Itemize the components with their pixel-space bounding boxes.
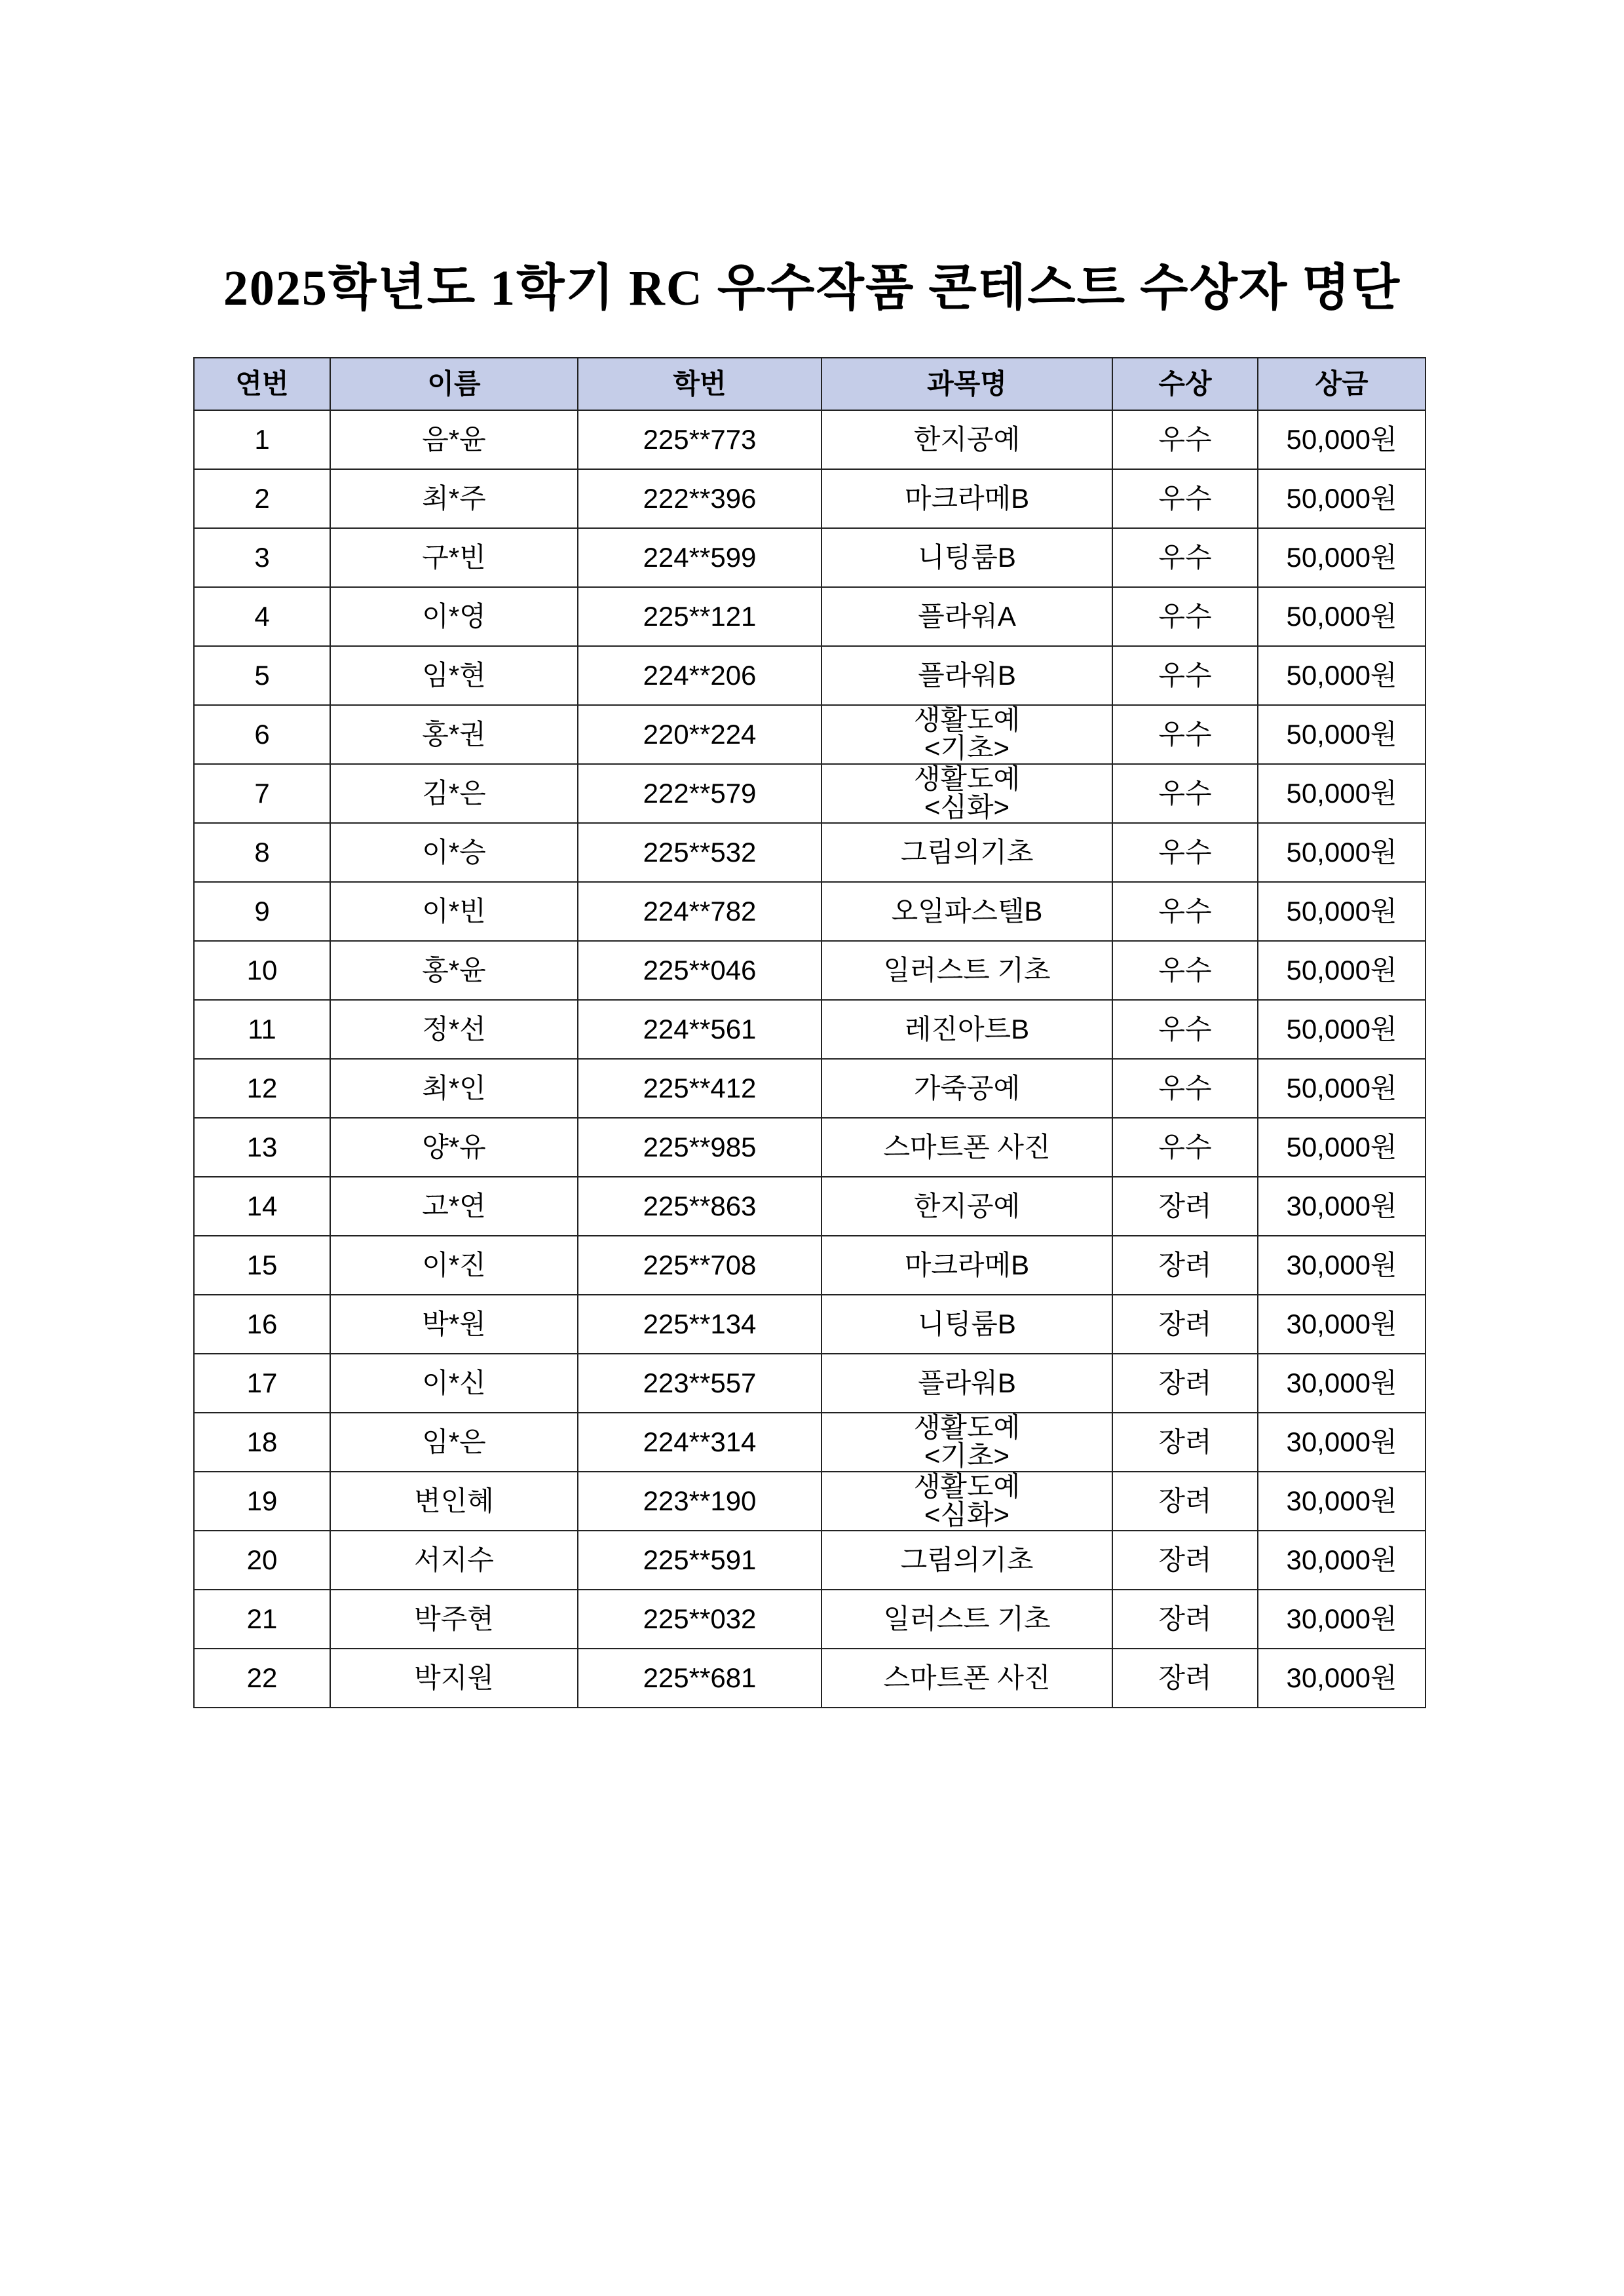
cell-prize: 50,000원: [1258, 1118, 1426, 1177]
table-row: [194, 1236, 1426, 1295]
table-row: [194, 1118, 1426, 1177]
cell-subject: 플라워B: [821, 646, 1112, 705]
cell-prize: 30,000원: [1258, 1531, 1426, 1590]
cell-award: 우수: [1112, 823, 1258, 882]
cell-subject-line2: <기초>: [924, 1440, 1010, 1471]
cell-subject: 그림의기초: [821, 1531, 1112, 1590]
cell-sid: 225**412: [578, 1059, 821, 1118]
cell-subject-line1: 생활도예: [913, 763, 1021, 795]
cell-subject-line2: <기초>: [924, 733, 1010, 763]
cell-sid: 225**046: [578, 941, 821, 1000]
cell-name: 이*승: [330, 823, 578, 882]
table-row: [194, 646, 1426, 705]
cell-award: 우수: [1112, 882, 1258, 941]
column-header-no: 연번: [194, 358, 330, 410]
cell-award: 우수: [1112, 528, 1258, 587]
cell-sid: 225**708: [578, 1236, 821, 1295]
cell-subject: [821, 1472, 1112, 1531]
cell-no: 21: [194, 1590, 330, 1649]
cell-subject: 플라워B: [821, 1354, 1112, 1413]
cell-sid: 222**579: [578, 764, 821, 823]
cell-no: 17: [194, 1354, 330, 1413]
cell-name: 음*윤: [330, 410, 578, 469]
cell-sid: 225**985: [578, 1118, 821, 1177]
cell-sid: 225**134: [578, 1295, 821, 1354]
table-row: [194, 469, 1426, 528]
cell-subject-line1: 생활도예: [913, 704, 1021, 736]
cell-award: 장려: [1112, 1649, 1258, 1708]
cell-prize: 50,000원: [1258, 705, 1426, 764]
cell-no: 7: [194, 764, 330, 823]
cell-no: 8: [194, 823, 330, 882]
table-row: [194, 1531, 1426, 1590]
table-header: [194, 358, 1426, 410]
cell-name: 박지원: [330, 1649, 578, 1708]
cell-name: 최*주: [330, 469, 578, 528]
cell-name: 양*유: [330, 1118, 578, 1177]
cell-sid: 225**121: [578, 587, 821, 646]
cell-prize: 30,000원: [1258, 1236, 1426, 1295]
table-row: [194, 1177, 1426, 1236]
cell-award: 우수: [1112, 941, 1258, 1000]
cell-no: 2: [194, 469, 330, 528]
cell-name: 박*원: [330, 1295, 578, 1354]
cell-subject: [821, 1413, 1112, 1472]
cell-name: 이*영: [330, 587, 578, 646]
cell-name: 서지수: [330, 1531, 578, 1590]
cell-name: 구*빈: [330, 528, 578, 587]
cell-no: 13: [194, 1118, 330, 1177]
cell-no: 15: [194, 1236, 330, 1295]
table-row: [194, 587, 1426, 646]
cell-prize: 30,000원: [1258, 1472, 1426, 1531]
cell-sid: 225**532: [578, 823, 821, 882]
cell-prize: 30,000원: [1258, 1649, 1426, 1708]
cell-award: 우수: [1112, 469, 1258, 528]
cell-sid: 225**032: [578, 1590, 821, 1649]
cell-sid: 225**863: [578, 1177, 821, 1236]
cell-sid: 222**396: [578, 469, 821, 528]
cell-prize: 50,000원: [1258, 646, 1426, 705]
cell-award: 우수: [1112, 1000, 1258, 1059]
table-row: [194, 410, 1426, 469]
cell-award: 우수: [1112, 764, 1258, 823]
table-row: [194, 1059, 1426, 1118]
cell-prize: 50,000원: [1258, 1000, 1426, 1059]
cell-prize: 50,000원: [1258, 587, 1426, 646]
cell-no: 18: [194, 1413, 330, 1472]
cell-subject-line2: <심화>: [924, 792, 1010, 822]
cell-name: 정*선: [330, 1000, 578, 1059]
cell-award: 장려: [1112, 1472, 1258, 1531]
cell-award: 우수: [1112, 410, 1258, 469]
award-table: [193, 357, 1426, 1708]
award-table-container: [193, 357, 1425, 1708]
table-row: [194, 1649, 1426, 1708]
cell-prize: 30,000원: [1258, 1177, 1426, 1236]
cell-subject: 한지공예: [821, 1177, 1112, 1236]
table-row: [194, 1413, 1426, 1472]
table-body: [194, 410, 1426, 1708]
cell-subject: [821, 705, 1112, 764]
cell-sid: 225**773: [578, 410, 821, 469]
cell-award: 장려: [1112, 1295, 1258, 1354]
cell-subject-line1: 생활도예: [913, 1471, 1021, 1502]
cell-name: 임*은: [330, 1413, 578, 1472]
table-row: [194, 823, 1426, 882]
table-header-row: [194, 358, 1426, 410]
cell-name: 고*연: [330, 1177, 578, 1236]
cell-prize: 30,000원: [1258, 1413, 1426, 1472]
cell-prize: 50,000원: [1258, 469, 1426, 528]
cell-name: 이*진: [330, 1236, 578, 1295]
cell-subject-line1: 생활도예: [913, 1412, 1021, 1444]
cell-no: 12: [194, 1059, 330, 1118]
column-header-name: 이름: [330, 358, 578, 410]
table-row: [194, 1590, 1426, 1649]
cell-prize: 30,000원: [1258, 1295, 1426, 1354]
cell-prize: 50,000원: [1258, 1059, 1426, 1118]
cell-no: 22: [194, 1649, 330, 1708]
cell-sid: 224**561: [578, 1000, 821, 1059]
cell-subject: 가죽공예: [821, 1059, 1112, 1118]
cell-no: 5: [194, 646, 330, 705]
cell-sid: 225**591: [578, 1531, 821, 1590]
cell-name: 김*은: [330, 764, 578, 823]
cell-no: 1: [194, 410, 330, 469]
cell-subject: 스마트폰 사진: [821, 1118, 1112, 1177]
cell-name: 최*인: [330, 1059, 578, 1118]
column-header-prize: 상금: [1258, 358, 1426, 410]
table-row: [194, 528, 1426, 587]
cell-subject: 마크라메B: [821, 1236, 1112, 1295]
cell-subject: 일러스트 기초: [821, 941, 1112, 1000]
cell-subject: 마크라메B: [821, 469, 1112, 528]
cell-award: 장려: [1112, 1531, 1258, 1590]
cell-name: 홍*권: [330, 705, 578, 764]
cell-prize: 50,000원: [1258, 764, 1426, 823]
cell-name: 홍*윤: [330, 941, 578, 1000]
cell-no: 14: [194, 1177, 330, 1236]
cell-prize: 50,000원: [1258, 528, 1426, 587]
cell-award: 우수: [1112, 705, 1258, 764]
cell-no: 6: [194, 705, 330, 764]
cell-no: 19: [194, 1472, 330, 1531]
cell-no: 11: [194, 1000, 330, 1059]
table-row: [194, 705, 1426, 764]
cell-sid: 224**782: [578, 882, 821, 941]
cell-no: 9: [194, 882, 330, 941]
cell-name: 변인혜: [330, 1472, 578, 1531]
cell-prize: 30,000원: [1258, 1590, 1426, 1649]
cell-subject: 한지공예: [821, 410, 1112, 469]
table-row: [194, 1295, 1426, 1354]
cell-no: 16: [194, 1295, 330, 1354]
cell-sid: 223**557: [578, 1354, 821, 1413]
cell-award: 우수: [1112, 1118, 1258, 1177]
cell-subject: 니팅룸B: [821, 528, 1112, 587]
cell-sid: 220**224: [578, 705, 821, 764]
cell-prize: 50,000원: [1258, 823, 1426, 882]
cell-award: 장려: [1112, 1354, 1258, 1413]
table-row: [194, 764, 1426, 823]
cell-subject-line2: <심화>: [924, 1499, 1010, 1530]
cell-name: 이*빈: [330, 882, 578, 941]
cell-subject: 플라워A: [821, 587, 1112, 646]
cell-award: 우수: [1112, 1059, 1258, 1118]
cell-subject: [821, 764, 1112, 823]
cell-no: 3: [194, 528, 330, 587]
table-row: [194, 1000, 1426, 1059]
cell-no: 20: [194, 1531, 330, 1590]
cell-sid: 224**599: [578, 528, 821, 587]
table-row: [194, 1354, 1426, 1413]
cell-sid: 224**314: [578, 1413, 821, 1472]
cell-prize: 50,000원: [1258, 410, 1426, 469]
cell-subject: 그림의기초: [821, 823, 1112, 882]
cell-no: 4: [194, 587, 330, 646]
page-title: 2025학년도 1학기 RC 우수작품 콘테스트 수상자 명단: [223, 261, 1401, 316]
cell-award: 장려: [1112, 1236, 1258, 1295]
table-row: [194, 941, 1426, 1000]
cell-prize: 50,000원: [1258, 941, 1426, 1000]
cell-subject: 레진아트B: [821, 1000, 1112, 1059]
table-row: [194, 1472, 1426, 1531]
cell-subject: 니팅룸B: [821, 1295, 1112, 1354]
cell-award: 우수: [1112, 646, 1258, 705]
cell-award: 우수: [1112, 587, 1258, 646]
cell-prize: 30,000원: [1258, 1354, 1426, 1413]
cell-subject: 일러스트 기초: [821, 1590, 1112, 1649]
column-header-sid: 학번: [578, 358, 821, 410]
cell-subject: 오일파스텔B: [821, 882, 1112, 941]
cell-subject: 스마트폰 사진: [821, 1649, 1112, 1708]
cell-no: 10: [194, 941, 330, 1000]
cell-name: 임*현: [330, 646, 578, 705]
cell-award: 장려: [1112, 1413, 1258, 1472]
cell-sid: 225**681: [578, 1649, 821, 1708]
cell-prize: 50,000원: [1258, 882, 1426, 941]
cell-name: 이*신: [330, 1354, 578, 1413]
cell-sid: 223**190: [578, 1472, 821, 1531]
column-header-subject: 과목명: [821, 358, 1112, 410]
cell-award: 장려: [1112, 1177, 1258, 1236]
cell-name: 박주현: [330, 1590, 578, 1649]
cell-award: 장려: [1112, 1590, 1258, 1649]
column-header-award: 수상: [1112, 358, 1258, 410]
table-row: [194, 882, 1426, 941]
cell-sid: 224**206: [578, 646, 821, 705]
